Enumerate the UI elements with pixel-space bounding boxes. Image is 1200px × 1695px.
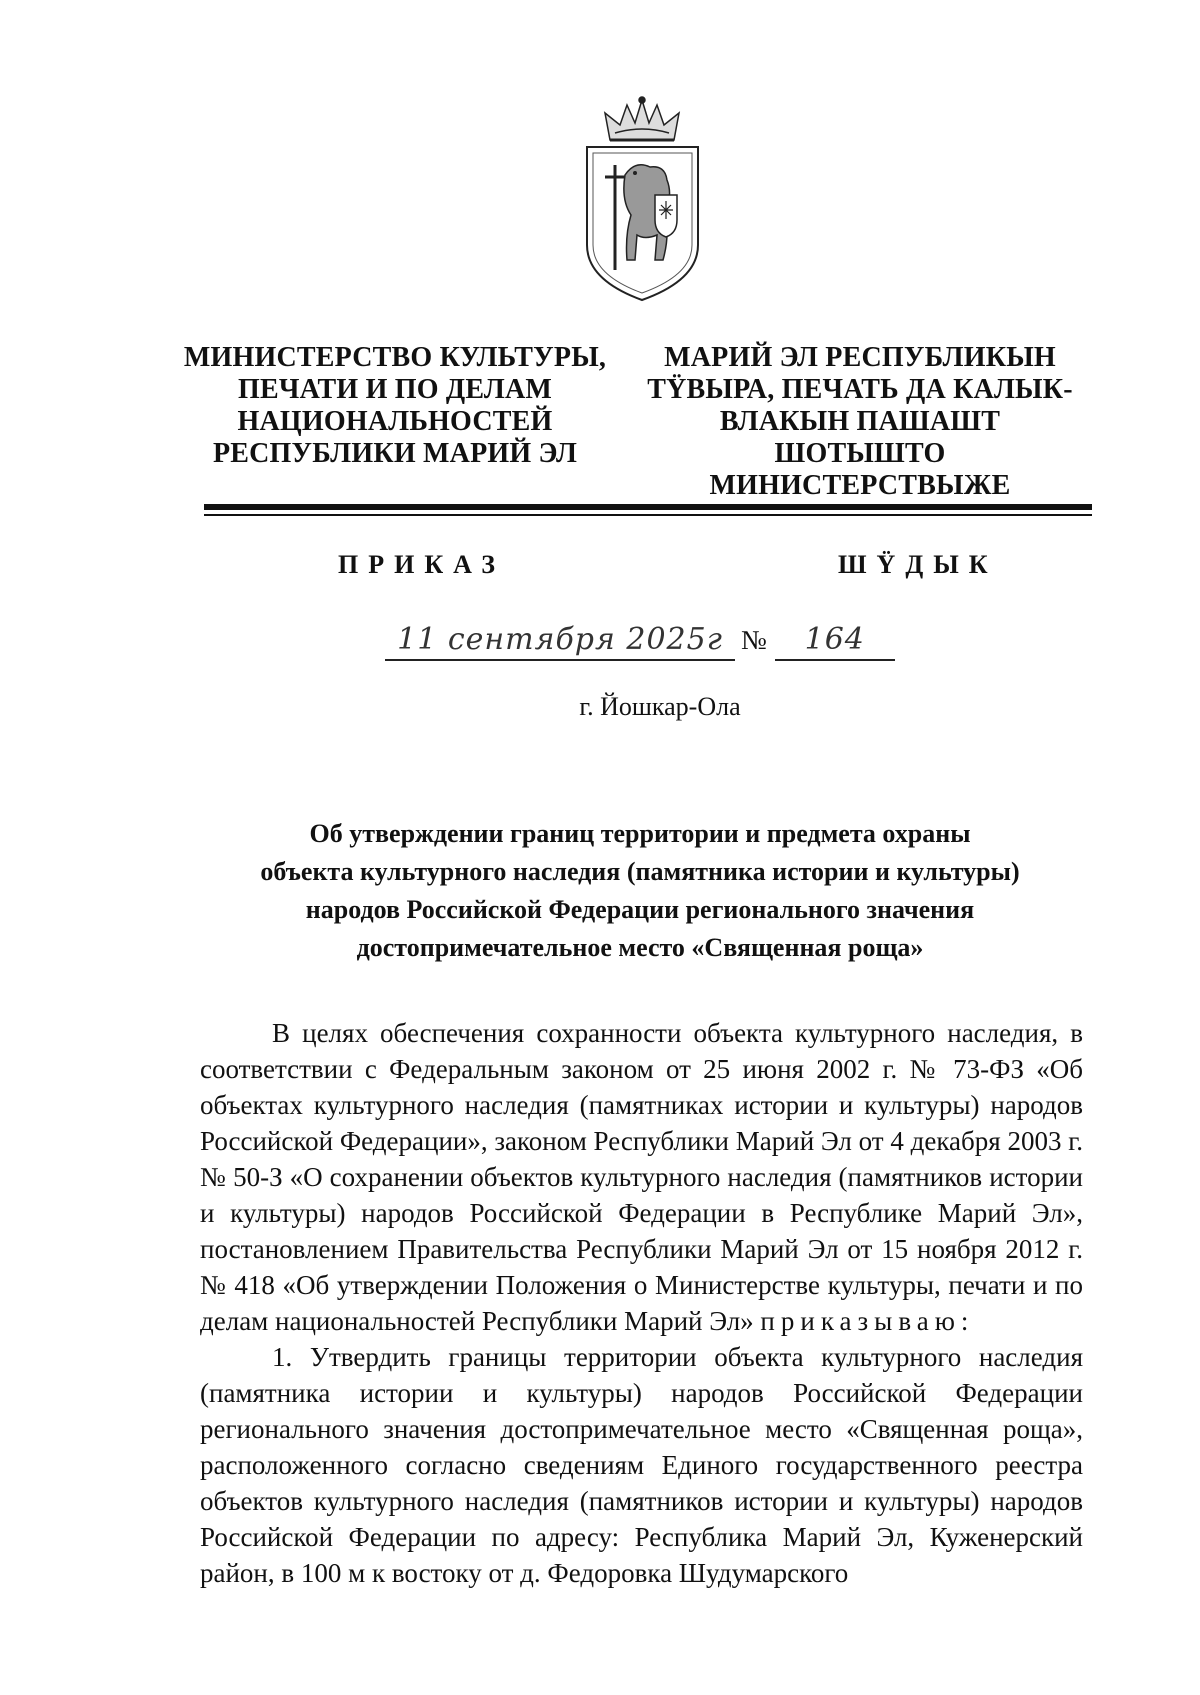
header-divider-thin: [204, 514, 1092, 516]
number-sign: №: [741, 625, 767, 655]
ministry-name-russian: [180, 342, 610, 470]
org-line: МИНИСТЕРСТВО КУЛЬТУРЫ,: [183, 342, 607, 373]
title-line: объекта культурного наследия (памятника истории и культуры): [260, 857, 1020, 886]
order-title: [200, 815, 1080, 967]
org-line: НАЦИОНАЛЬНОСТЕЙ: [237, 406, 553, 437]
org-line: МИНИСТЕРСТВЫЖЕ: [709, 470, 1011, 501]
city-line: [0, 692, 1200, 722]
order-body: [200, 1015, 1083, 1591]
org-line: МАРИЙ ЭЛ РЕСПУБЛИКЫН: [664, 342, 1056, 373]
city-name: г. Йошкар-Ола: [579, 692, 741, 721]
preamble-text: В целях обеспечения сохранности объекта культурного наследия, в соответствии с Федеральным законом от 25 июня 2002 г. № 73-ФЗ «Об объектах культурного наследия (памятниках истории и культуры) народов Российской Федерации», законом Республики Марий Эл от 4 декабря 2003 г. № 50-З «О сохранении объектов культурного наследия (памятников истории и культуры) народов Российской Федерации в Республике Марий Эл», постановлением Правительства Республики Марий Эл от 15 ноября 2012 г. № 418 «Об утверждении Положения о Министерстве культуры, печати и по делам национальностей Республики Марий Эл»: [200, 1018, 1083, 1336]
command-word: приказываю:: [760, 1306, 975, 1336]
org-line: РЕСПУБЛИКИ МАРИЙ ЭЛ: [212, 438, 578, 469]
header-divider-thick: [204, 504, 1092, 510]
order-date-number: [385, 622, 895, 672]
body-paragraph-1: 1. Утвердить границы территории объекта культурного наследия (памятника истории и культуры) народов Российской Федерации регионального значения достопримечательное место «Священная роща», расположенного согласно сведениям Единого государственного реестра объектов культурного наследия (памятников истории и культуры) народов Российской Федерации по адресу: Республика Марий Эл, Куженерский район, в 100 м к востоку от д. Федоровка Шудумарского: [200, 1342, 1083, 1588]
doc-type-russian: ПРИКАЗ: [338, 550, 506, 579]
title-line: народов Российской Федерации регионального значения: [305, 895, 975, 924]
org-line: ВЛАКЫН ПАШАШТ ШОТЫШТО: [719, 406, 1001, 469]
coat-of-arms-emblem: [575, 95, 710, 310]
title-line: Об утверждении границ территории и предмета охраны: [309, 819, 971, 848]
order-date-handwritten: 11 сентября 2025г: [385, 622, 735, 661]
body-paragraph-preamble: [200, 1015, 1083, 1339]
org-line: ТŸВЫРА, ПЕЧАТЬ ДА КАЛЫК-: [647, 374, 1073, 405]
ministry-name-mari: [640, 342, 1080, 502]
doc-type-mari: ШŸДЫК: [838, 550, 998, 579]
title-line: достопримечательное место «Священная роща»: [356, 933, 924, 962]
order-number-handwritten: 164: [775, 622, 895, 661]
org-line: ПЕЧАТИ И ПО ДЕЛАМ: [237, 374, 553, 405]
